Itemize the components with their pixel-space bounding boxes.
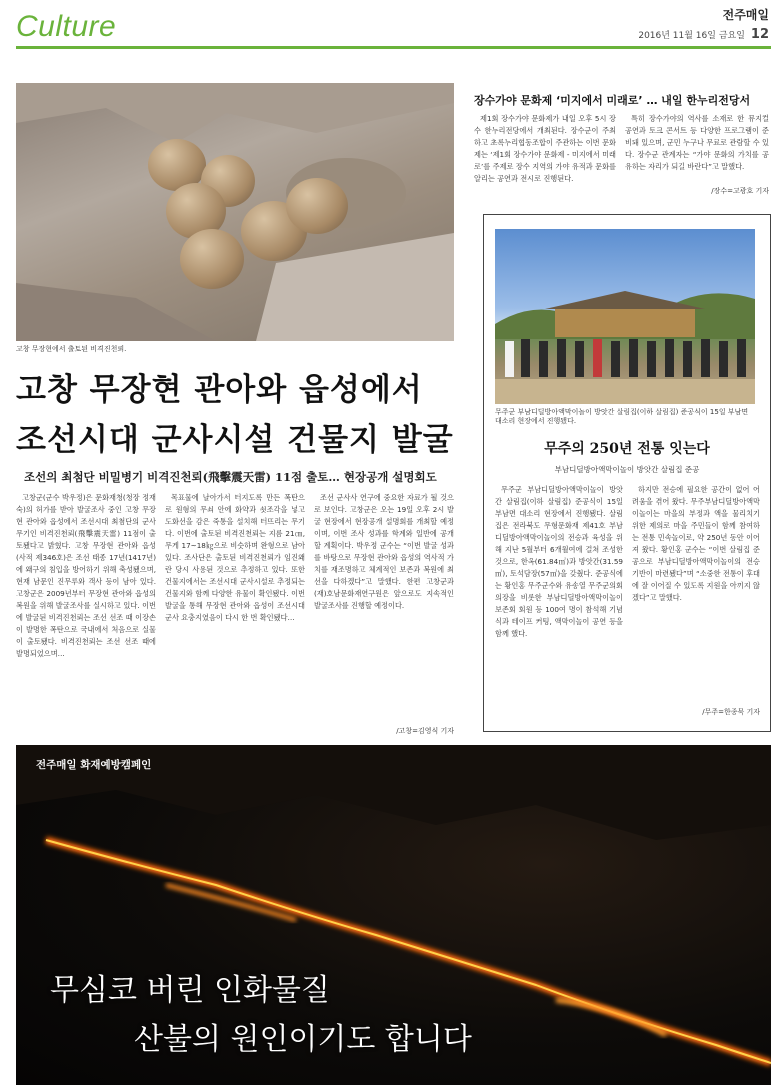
headline-line2: 조선시대 군사시설 건물지 발굴	[16, 422, 454, 458]
article-column-1: 고창군(군수 박우정)은 문화재청(청장 정재숙)의 허가를 받아 발굴조사 중인 고창 무장현 관아와 읍성에서 조선시대 최첨단의 군사 무기인 비격진천뢰(飛擊震天雷) 11점이 출토됐다고 밝혔다. 고창 무장현 관아와 읍성(사적 제346호)은 조선 태종 17년(1417년)에 왜구의 침입을 방어하기 위해 축성됐으며, 현재 남문인 진무루와 객사 등이 남아 있다. 고창군은 2009년부터 무장현 관아와 읍성의 복원을 위해 발굴조사를 실시하고 있다. 이번에 발굴된 비격진천뢰는 조선 선조 때 이장손이 발명한 폭탄으로 국내에서 처음으로 실물이 출토됐다. 비격진천뢰는 조선 선조 때에 발명되었으며…	[16, 493, 156, 658]
dateline	[638, 27, 769, 42]
ground	[495, 379, 755, 404]
bomb-stone	[180, 229, 244, 289]
hanbok-white	[505, 341, 514, 377]
campaign-slogan-line1: 무심코 버린 인화물질	[50, 973, 330, 1008]
rock-rubble	[16, 83, 454, 143]
ceremony-scene	[495, 229, 755, 404]
hanok-building	[555, 307, 695, 337]
bomb-stone	[286, 178, 348, 234]
boxed-article-subhead: 부남디딜방아액막이놀이 방앗간 살림집 준공	[554, 465, 700, 474]
campaign-slogan-line2: 산불의 원인이기도 합니다	[134, 1022, 472, 1057]
section-title: Culture	[16, 10, 117, 43]
ceremony-caption: 무주군 부남디딜방아액막이놀이 방앗간 살림집(이하 살림집) 준공식이 15일 부남면 대소리 현장에서 진행됐다.	[495, 408, 749, 426]
newspaper-name: 전주매일	[722, 8, 769, 22]
side-article-byline: /장수=고광호 기자	[711, 187, 769, 195]
article-byline: /고창=김영식 기자	[396, 727, 454, 735]
side-article-column-2: 특히 장수가야의 역사를 소재로 한 뮤지컬 공연과 토크 콘서트 등 다양한 프로그램이 준비돼 있으며, 군민 누구나 무료로 관람할 수 있다. 장수군 관계자는 “가야 문화의 가치를 공유하는 자리가 되길 바란다”고 말했다.	[625, 114, 769, 171]
article-column-2: 목표물에 날아가서 터지도록 만든 폭탄으로 원형의 무쇠 안에 화약과 쇳조각을 넣고 도화선을 감은 죽통을 설치해 터뜨리는 무기다. 이번에 출토된 비격진천뢰는 지름 21㎝, 무게 17~18㎏으로 비슷하며 완형으로 남아 있다. 조사단은 출토된 비격진천뢰가 임진왜란 당시 사용된 것으로 추정하고 있다. 또한 건물지에서는 조선시대 군사시설로 추정되는 건물지와 함께 다양한 유물이 확인됐다. 이번 발굴을 통해 무장현 관아와 읍성이 조선시대 군사 요충지였음이 다시 한 번 확인됐다…	[165, 493, 305, 622]
headline-line1: 고창 무장현 관아와 읍성에서	[16, 372, 423, 408]
page-number: 12	[750, 27, 769, 42]
excavation-photo	[16, 83, 454, 341]
section-rule	[16, 46, 771, 49]
hanbok-red	[593, 339, 602, 377]
ceremony-attendees	[505, 339, 746, 377]
boxed-article-byline: /무주=한종묵 기자	[702, 708, 760, 716]
campaign-label: 전주매일 화재예방캠페인	[36, 759, 152, 771]
photo-caption: 고창 무장현에서 출토된 비격진천뢰.	[16, 345, 127, 353]
side-article-headline: 장수가야 문화제 ‘미지에서 미래로’ … 내일 한누리전당서	[474, 94, 751, 107]
soil-area	[16, 283, 216, 341]
ceremony-photo	[495, 229, 755, 404]
article-column-3: 조선 군사사 연구에 중요한 자료가 될 것으로 보인다. 고창군은 오는 19일 오후 2시 발굴 현장에서 현장공개 설명회를 개최할 예정이며, 이번 조사 성과를 학계와 일반에 공개할 계획이다. 박우정 군수는 “이번 발굴 성과를 바탕으로 무장현 관아와 읍성의 역사적 가치를 재조명하고 체계적인 보존과 복원에 최선을 다하겠다”고 말했다. 한편 고창군과 (재)호남문화재연구원은 앞으로도 지속적인 발굴조사를 진행할 예정이다.	[314, 493, 454, 610]
fire-line-secondary	[556, 1000, 666, 1035]
issue-date: 2016년 11월 16일 금요일	[638, 31, 745, 41]
boxed-article-column-2: 하지만 전승에 필요한 공간이 없어 어려움을 겪어 왔다. 무주부남디딜방아액막이놀이는 마을의 부정과 액을 물리치기 위한 제의로 마을 주민들이 함께 참여하는 전통 민속놀이로, 약 250년 동안 이어져 왔다. 황인홍 군수는 “이번 살림집 준공으로 부남디딜방아액막이놀이의 전승 기반이 마련됐다”며 “소중한 전통이 후대에 잘 이어질 수 있도록 지원을 아끼지 않겠다”고 말했다.	[632, 485, 760, 602]
article-subhead: 조선의 최첨단 비밀병기 비격진천뢰(飛擊震天雷) 11점 출토… 현장공개 설명회도	[24, 470, 437, 484]
hanok-roof	[545, 291, 705, 309]
excavation-scene	[16, 83, 454, 341]
side-article-column-1: 제1회 장수가야 문화제가 내일 오후 5시 장수 한누리전당에서 개최된다. 장수군이 주최하고 초록누리협동조합이 주관하는 이번 문화제는 ‘제1회 장수가야 문화제 - 미지에서 미래로’를 주제로 장수 지역의 가야 유적과 문화를 알리는 공연과 전시로 진행된다.	[474, 114, 616, 183]
boxed-article-headline: 무주의 250년 전통 잇는다	[544, 441, 710, 457]
boxed-article-column-1: 무주군 부남디딜방아액막이놀이 방앗간 살림집(이하 살림집) 준공식이 15일 부남면 대소리 현장에서 진행됐다. 살림집은 전라북도 무형문화재 제41호 부남디딜방아액막이놀이의 전승과 육성을 위해 지난 5월부터 6개월여에 걸쳐 조성한 것으로, 한옥(61.84㎡)과 방앗간(31.59㎡), 토석담장(57㎡)을 갖췄다. 준공식에는 황인홍 무주군수와 유송열 무주군의회 의장을 비롯한 부남디딜방아액막이놀이 보존회 회원 등 100여 명이 참석해 기념식과 테이프 커팅, 액막이놀이 공연 등을 함께 했다.	[495, 485, 623, 638]
